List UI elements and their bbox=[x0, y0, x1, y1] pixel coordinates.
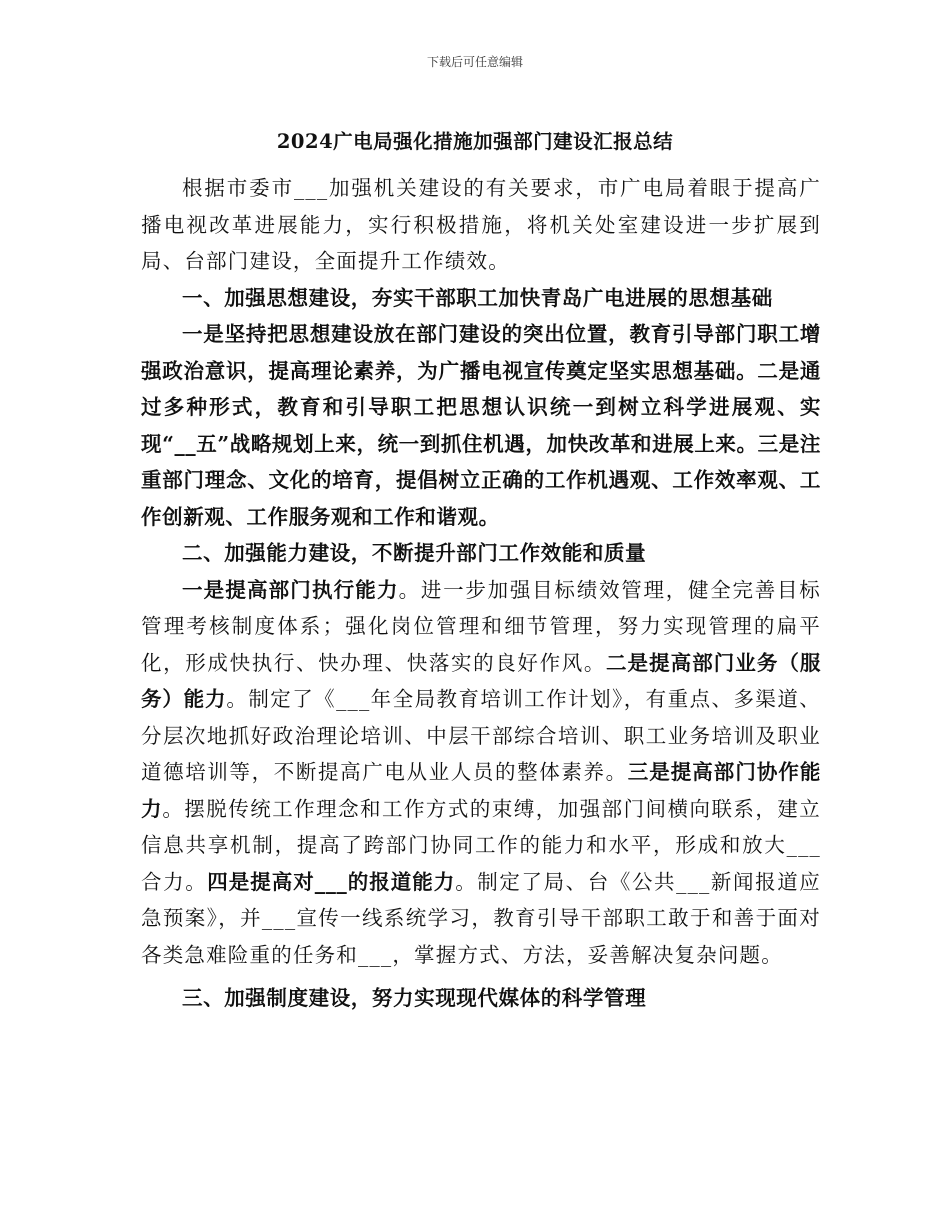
intro-paragraph: 根据市委市___加强机关建设的有关要求，市广电局着眼于提高广播电视改革进展能力，实行积极措施，将机关处室建设进一步扩展到局、台部门建设，全面提升工作绩效。 bbox=[141, 176, 821, 273]
point-1-text: 。进一步加强目标绩效管理，健全完善目标管理考核制度体系；强化岗位管理和细节管理，努力实现管理的扁平化，形成快执行、快办理、快落实的良好作风。 bbox=[141, 577, 821, 675]
point-3-text: 。摆脱传统工作理念和工作方式的束缚，加强部门间横向联系，建立信息共享机制，提高了跨部门协同工作的能力和水平，形成和放大___合力。 bbox=[141, 796, 822, 894]
point-1-lead: 一是提高部门执行能力 bbox=[182, 577, 399, 602]
point-4-lead: 四是提高对___的报道能力 bbox=[207, 869, 456, 894]
section-2-body bbox=[141, 572, 821, 974]
section-1-body: 一是坚持把思想建设放在部门建设的突出位置，教育引导部门职工增强政治意识，提高理论素养，为广播电视宣传奠定坚实思想基础。二是通过多种形式，教育和引导职工把思想认识统一到树立科学进展观、实现“__五”战略规划上来，统一到抓住机遇，加快改革和进展上来。三是注重部门理念、文化的培育，提倡树立正确的工作机遇观、工作效率观、工作创新观、工作服务观和工作和谐观。 bbox=[141, 322, 821, 529]
point-4-text: 。制定了局、台《公共___新闻报道应急预案》，并___宣传一线系统学习，教育引导干部职工敢于和善于面对各类急难险重的任务和___，掌握方式、方法，妥善解决复杂问题。 bbox=[141, 869, 821, 967]
section-2-heading: 二、加强能力建设，不断提升部门工作效能和质量 bbox=[182, 541, 647, 565]
point-2-lead: 二是提高部门业务（服务）能力 bbox=[141, 650, 822, 711]
document-body bbox=[141, 170, 821, 1017]
point-2-text: 。制定了《___年全局教育培训工作计划》，有重点、多渠道、分层次地抓好政治理论培训、中层干部综合培训、职工业务培训及职业道德培训等，不断提高广电从业人员的整体素养。 bbox=[141, 687, 821, 784]
section-1-heading: 一、加强思想建设，夯实干部职工加快青岛广电进展的思想基础 bbox=[182, 285, 773, 310]
header-note: 下载后可任意编辑 bbox=[426, 55, 523, 69]
point-3-lead: 三是提高部门协作能力 bbox=[141, 760, 821, 821]
document-title: 2024广电局强化措施加强部门建设汇报总结 bbox=[276, 130, 674, 153]
section-3-heading: 三、加强制度建设，努力实现现代媒体的科学管理 bbox=[182, 986, 647, 1010]
